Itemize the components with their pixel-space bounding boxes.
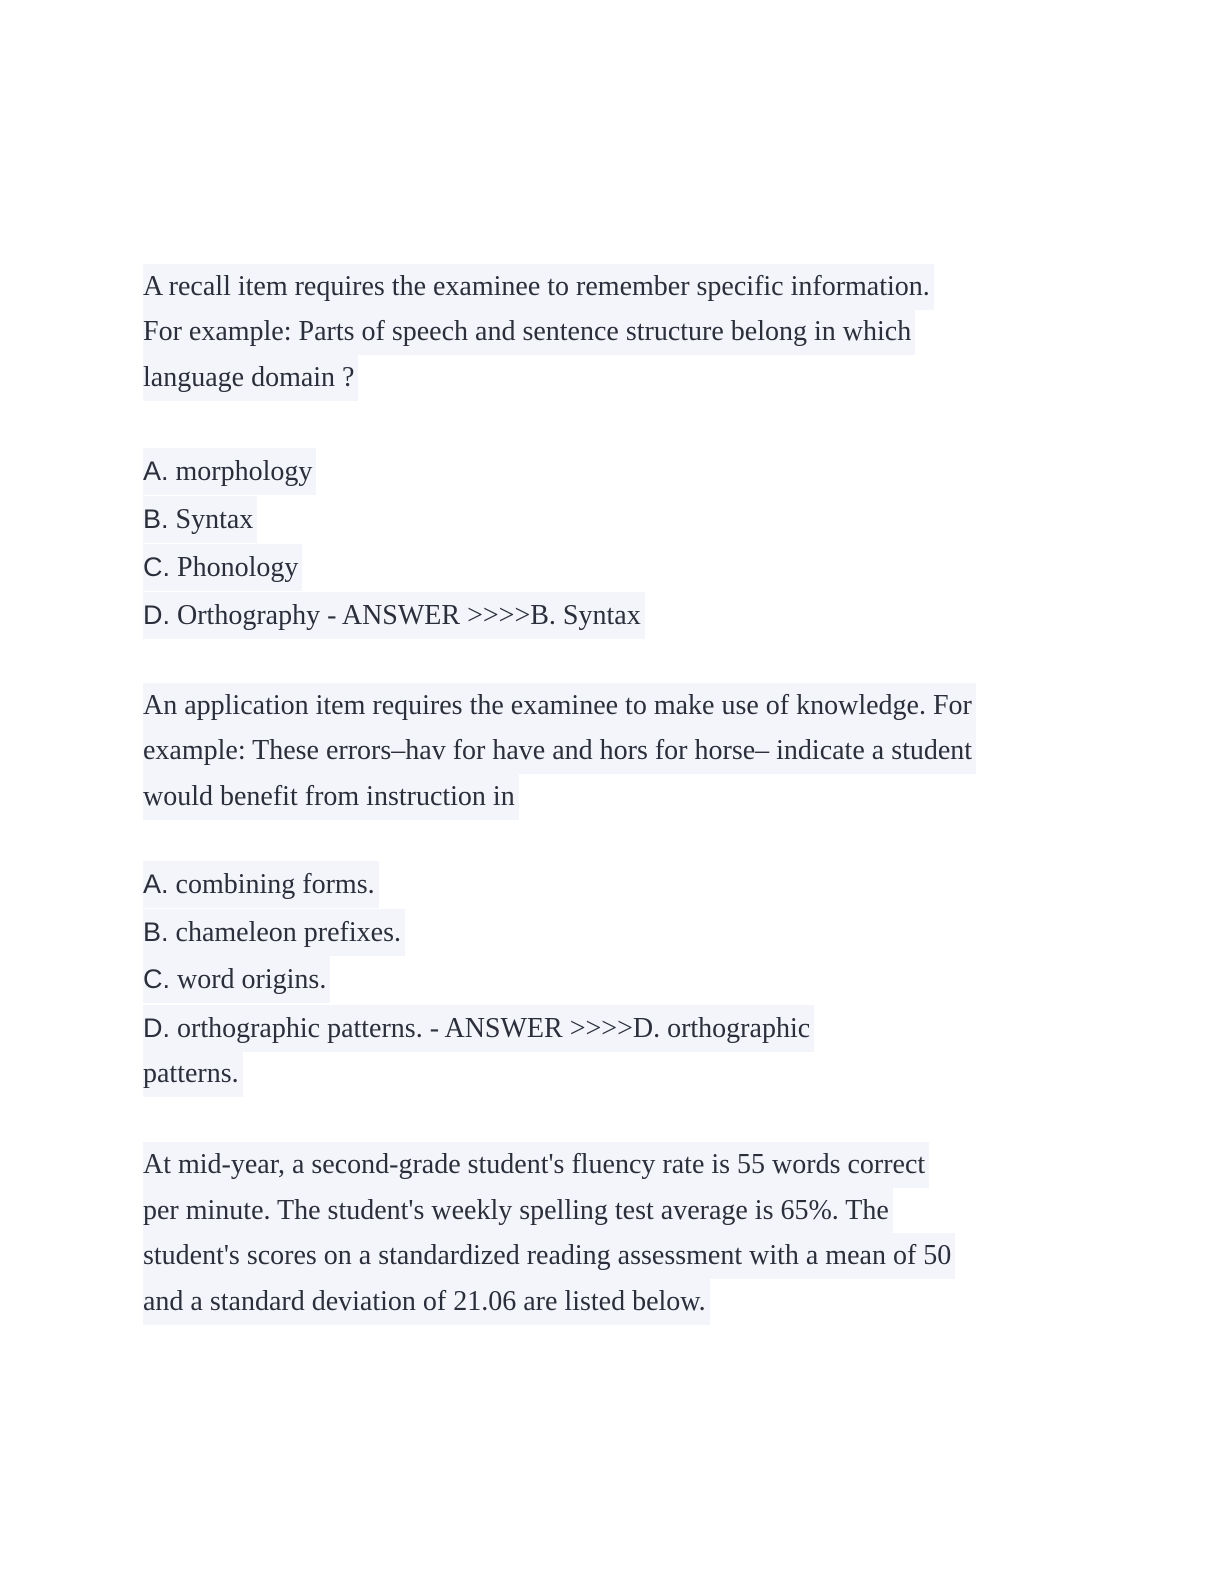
- stem-line: [143, 1279, 710, 1325]
- stem-line: [143, 264, 934, 310]
- option-d-continuation: [143, 1051, 243, 1097]
- stem-line: [143, 1142, 929, 1188]
- option-letter: B.: [143, 504, 169, 534]
- option-letter: C.: [143, 552, 170, 582]
- option-letter: D.: [143, 1013, 170, 1043]
- text: would benefit from instruction in: [143, 774, 519, 820]
- text: per minute. The student's weekly spelling test average is 65%. The: [143, 1188, 893, 1234]
- option-text: orthographic patterns. - ANSWER >>>>D. orthographic: [177, 1013, 811, 1044]
- text: An application item requires the examinee to make use of knowledge. For: [143, 683, 976, 729]
- option-text: Orthography - ANSWER >>>>B. Syntax: [177, 600, 641, 631]
- text: example: These errors–hav for have and hors for horse– indicate a student: [143, 728, 976, 774]
- option-text: chameleon prefixes.: [175, 917, 401, 948]
- stem-line: [143, 728, 976, 774]
- stem-line: [143, 1188, 893, 1234]
- stem-line: [143, 774, 519, 820]
- option-text: Syntax: [175, 504, 254, 535]
- stem-line: [143, 1233, 955, 1279]
- text: patterns.: [143, 1051, 243, 1097]
- text: language domain ?: [143, 355, 358, 401]
- option-letter: A.: [143, 869, 169, 899]
- text: and a standard deviation of 21.06 are listed below.: [143, 1279, 710, 1325]
- option-letter: B.: [143, 917, 169, 947]
- option-a: [143, 861, 379, 907]
- option-text: word origins.: [177, 964, 327, 995]
- stem-line: [143, 355, 358, 401]
- option-c: [143, 544, 302, 590]
- option-b: [143, 496, 257, 542]
- stem-line: [143, 309, 915, 355]
- text: student's scores on a standardized reading assessment with a mean of 50: [143, 1233, 955, 1279]
- option-b: [143, 909, 405, 955]
- option-text: combining forms.: [175, 869, 375, 900]
- stem-line: [143, 683, 976, 729]
- option-letter: D.: [143, 600, 170, 630]
- option-c: [143, 956, 330, 1002]
- text: For example: Parts of speech and sentence structure belong in which: [143, 309, 915, 355]
- option-text: Phonology: [177, 552, 299, 583]
- option-d: [143, 1005, 814, 1051]
- text: At mid-year, a second-grade student's fluency rate is 55 words correct: [143, 1142, 929, 1188]
- option-d: [143, 592, 645, 638]
- option-text: morphology: [175, 456, 313, 487]
- option-a: [143, 448, 316, 494]
- option-letter: A.: [143, 456, 169, 486]
- option-letter: C.: [143, 964, 170, 994]
- text: A recall item requires the examinee to remember specific information.: [143, 264, 934, 310]
